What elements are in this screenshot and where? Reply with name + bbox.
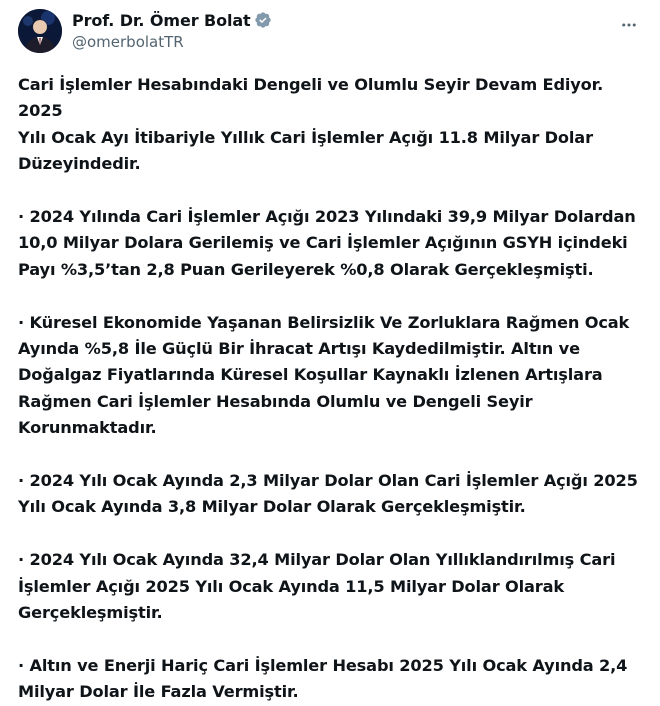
tweet-text — [18, 72, 646, 706]
tweet-header — [18, 8, 642, 56]
tweet-paragraph-annualized-deficit: · 2024 Yılı Ocak Ayında 32,4 Milyar Dolar Olan Yıllıklandırılmış Cari İşlemler Açığı 2025 Yılı Ocak Ayında 11,5 Milyar Dolar Olarak Gerçekleşmiştir. — [18, 550, 616, 623]
tweet-paragraph-january-deficit: · 2024 Yılı Ocak Ayında 2,3 Milyar Dolar Olan Cari İşlemler Açığı 2025 Yılı Ocak Ayında 3,8 Milyar Dolar Olarak Gerçekleşmiştir. — [18, 471, 638, 517]
avatar[interactable] — [18, 9, 62, 53]
tweet-paragraph-core-surplus: · Altın ve Enerji Hariç Cari İşlemler Hesabı 2025 Yılı Ocak Ayında 2,4 Milyar Dolar İle Fazla Vermiştir. — [18, 655, 628, 702]
tweet-paragraph-intro: Cari İşlemler Hesabındaki Dengeli ve Olumlu Seyir Devam Ediyor. 2025 Yılı Ocak Ayı İtibariyle Yıllık Cari İşlemler Açığı 11.8 Milyar Dolar Düzeyindedir. — [18, 75, 604, 174]
author-display-name[interactable]: Prof. Dr. Ömer Bolat — [72, 10, 251, 30]
author-handle[interactable]: @omerbolatTR — [72, 33, 184, 51]
author-names — [72, 8, 272, 51]
more-horizontal-icon — [620, 16, 638, 34]
verified-badge-icon[interactable] — [254, 11, 272, 29]
more-options-button[interactable] — [618, 14, 640, 36]
avatar-image — [18, 9, 62, 53]
tweet-paragraph-exports: · Küresel Ekonomide Yaşanan Belirsizlik Ve Zorluklara Rağmen Ocak Ayında %5,8 İle Güçlü Bir İhracat Artışı Kaydedilmiştir. Altın ve Doğalgaz Fiyatlarında Küresel Koşullar Kaynaklı İzlenen Artışlara Rağmen Cari İşlemler Hesabında Olumlu ve Dengeli Seyir Korunmaktadır. — [18, 312, 630, 438]
tweet-paragraph-2024-deficit: · 2024 Yılında Cari İşlemler Açığı 2023 Yılındaki 39,9 Milyar Dolardan 10,0 Milyar Dolara Gerilemiş ve Cari İşlemler Açığının GSYH içindeki Payı %3,5’tan 2,8 Puan Gerileyerek %0,8 Olarak Gerçekleşmişti. — [18, 207, 636, 279]
name-row — [72, 8, 272, 32]
